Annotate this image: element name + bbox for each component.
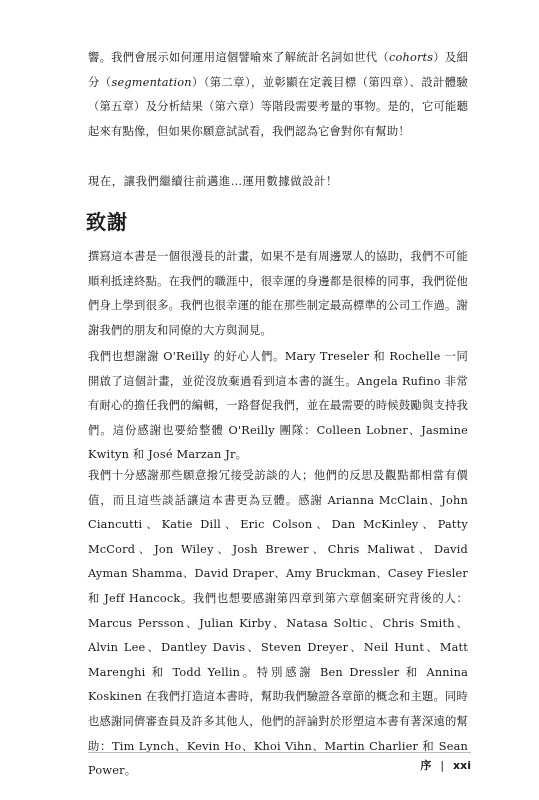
- page-footer: [420, 757, 471, 773]
- intro-paragraph: [88, 46, 468, 144]
- term-segmentation: segmentation: [111, 75, 192, 89]
- page-number: xxi: [453, 759, 471, 772]
- acknowledgments-paragraph-1: 撰寫這本書是一個很漫長的計畫，如果不是有周邊眾人的協助，我們不可能順利抵達終點。在我們的職涯中，很幸運的身邊都是很棒的同事，我們從他們身上學到很多。我們也很幸運的能在那些制定最高標準的公司工作過。謝謝我們的朋友和同僚的大方與洞見。: [88, 250, 468, 337]
- intro-text-part-3: ）（第二章），並彰顯在定義目標（第四章）、設計體驗（第五章）及分析結果（第六章）等階段需要考量的事物。是的，它可能聽起來有點像，但如果你願意試試看，我們認為它會對你有幫助！: [88, 75, 468, 138]
- intro-text-part-2: ）及細分（: [88, 51, 469, 89]
- section-heading: 致謝: [86, 210, 128, 234]
- footer-section-name: 序: [420, 759, 432, 772]
- acknowledgments-paragraph-2: 我們也想謝謝 O'Reilly 的好心人們。Mary Treseler 和 Rochelle 一同開啟了這個計畫，並從沒放棄過看到這本書的誕生。Angela Rufino 非常有耐心的擔任我們的編輯，一路督促我們，並在最需要的時候鼓勵與支持我們。這份感謝也要給整體 O'Reilly 團隊：Colleen Lobner、Jasmine Kwityn 和 José Marzan Jr。: [88, 350, 468, 462]
- footer-divider: [88, 752, 471, 753]
- acknowledgments-paragraph-3: 我們十分感謝那些願意撥冗接受訪談的人；他們的反思及觀點都相當有價值，而且這些談話讓這本書更為豆體。感謝 Arianna McClain、John Ciancutti、Katie Dill、Eric Colson、Dan McKinley、Patty McCord、Jon Wiley、Josh Brewer、Chris Maliwat、David Ayman Shamma、David Draper、Amy Bruckman、Casey Fiesler 和 Jeff Hancock。我們也想要感謝第四章到第六章個案研究背後的人：Marcus Persson、Julian Kirby、Natasa Soltic、Chris Smith、Alvin Lee、Dantley Davis、Steven Dreyer、Neil Hunt、Matt Marenghi 和 Todd Yellin。特別感謝 Ben Dressler 和 Annina Koskinen 在我們打造這本書時，幫助我們驗證各章節的概念和主題。同時也感謝同儕審查員及許多其他人，他們的評論對於形塑這本書有著深遠的幫助：Tim Lynch、Kevin Ho、Khoi Vihn、Martin Charlier 和 Sean Power。: [88, 469, 468, 778]
- term-cohorts: cohorts: [388, 51, 434, 64]
- intro-text-part-1: 響。我們會展示如何運用這個譬喻來了解統計名詞如世代（: [88, 51, 389, 64]
- footer-separator: |: [440, 759, 445, 772]
- transition-line: 現在，讓我們繼續往前邁進…運用數據做設計！: [88, 175, 338, 188]
